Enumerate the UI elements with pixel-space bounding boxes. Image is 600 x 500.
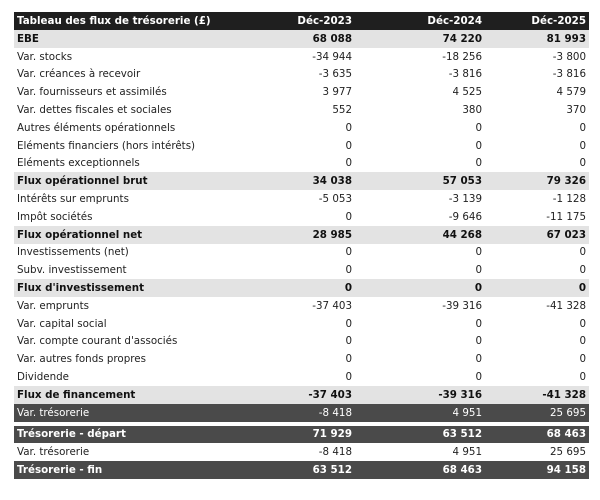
row-value: -3 816 — [355, 66, 485, 84]
row-label: Flux opérationnel net — [14, 226, 261, 244]
table-row — [14, 30, 589, 48]
table-row — [14, 66, 589, 84]
row-label: Var. capital social — [14, 315, 261, 333]
row-value: 94 158 — [485, 461, 589, 479]
table-row — [14, 48, 589, 66]
row-value: 4 525 — [355, 83, 485, 101]
row-value: 0 — [355, 333, 485, 351]
row-value: 25 695 — [485, 443, 589, 461]
row-value: -18 256 — [355, 48, 485, 66]
row-label: Var. emprunts — [14, 297, 261, 315]
row-value: -3 139 — [355, 190, 485, 208]
row-label: Flux d'investissement — [14, 279, 261, 297]
table-row — [14, 208, 589, 226]
row-value: 0 — [355, 155, 485, 173]
table-row — [14, 83, 589, 101]
table-row — [14, 279, 589, 297]
row-value: 28 985 — [261, 226, 355, 244]
row-value: 0 — [355, 315, 485, 333]
row-value: 0 — [261, 333, 355, 351]
row-value: 0 — [355, 350, 485, 368]
row-value: 380 — [355, 101, 485, 119]
row-value: 0 — [261, 137, 355, 155]
row-value: -1 128 — [485, 190, 589, 208]
table-row — [14, 226, 589, 244]
row-value: 0 — [485, 137, 589, 155]
row-label: Var. dettes fiscales et sociales — [14, 101, 261, 119]
row-value: 0 — [261, 279, 355, 297]
cash-flow-table-container — [14, 12, 589, 479]
column-header-2023: Déc-2023 — [261, 12, 355, 30]
table-row — [14, 297, 589, 315]
row-value: -9 646 — [355, 208, 485, 226]
row-value: 68 463 — [355, 461, 485, 479]
row-value: 63 512 — [355, 426, 485, 444]
table-row — [14, 190, 589, 208]
table-row — [14, 101, 589, 119]
row-value: 0 — [485, 244, 589, 262]
table-row — [14, 368, 589, 386]
row-value: -39 316 — [355, 297, 485, 315]
row-value: 74 220 — [355, 30, 485, 48]
table-row — [14, 172, 589, 190]
cash-flow-table — [14, 12, 589, 479]
row-value: -37 403 — [261, 386, 355, 404]
row-label: Flux de financement — [14, 386, 261, 404]
row-value: 0 — [261, 315, 355, 333]
table-row — [14, 119, 589, 137]
table-row — [14, 137, 589, 155]
row-value: 34 038 — [261, 172, 355, 190]
row-value: 0 — [261, 350, 355, 368]
row-value: 67 023 — [485, 226, 589, 244]
row-value: 0 — [261, 244, 355, 262]
row-value: 0 — [485, 155, 589, 173]
row-value: 0 — [485, 333, 589, 351]
row-label: Impôt sociétés — [14, 208, 261, 226]
row-value: 44 268 — [355, 226, 485, 244]
row-value: 0 — [261, 119, 355, 137]
row-label: Trésorerie - fin — [14, 461, 261, 479]
row-value: 0 — [355, 119, 485, 137]
row-value: 0 — [485, 350, 589, 368]
row-value: -37 403 — [261, 297, 355, 315]
row-value: -8 418 — [261, 443, 355, 461]
row-value: -3 816 — [485, 66, 589, 84]
row-label: Eléments exceptionnels — [14, 155, 261, 173]
table-row — [14, 461, 589, 479]
row-value: 0 — [261, 155, 355, 173]
row-value: -3 635 — [261, 66, 355, 84]
row-value: 0 — [355, 279, 485, 297]
row-value: 3 977 — [261, 83, 355, 101]
row-label: Investissements (net) — [14, 244, 261, 262]
table-row — [14, 350, 589, 368]
row-label: Flux opérationnel brut — [14, 172, 261, 190]
row-label: Trésorerie - départ — [14, 426, 261, 444]
table-row — [14, 261, 589, 279]
row-value: -8 418 — [261, 404, 355, 422]
row-value: 25 695 — [485, 404, 589, 422]
row-label: Var. fournisseurs et assimilés — [14, 83, 261, 101]
table-row — [14, 404, 589, 422]
row-value: 370 — [485, 101, 589, 119]
row-value: 0 — [355, 368, 485, 386]
row-value: 4 951 — [355, 443, 485, 461]
row-value: 4 951 — [355, 404, 485, 422]
row-value: -11 175 — [485, 208, 589, 226]
row-value: 0 — [261, 208, 355, 226]
row-value: -39 316 — [355, 386, 485, 404]
row-value: 63 512 — [261, 461, 355, 479]
row-value: 0 — [261, 368, 355, 386]
row-label: Var. stocks — [14, 48, 261, 66]
row-label: EBE — [14, 30, 261, 48]
row-label: Eléments financiers (hors intérêts) — [14, 137, 261, 155]
row-label: Intérêts sur emprunts — [14, 190, 261, 208]
row-value: 0 — [355, 261, 485, 279]
row-label: Var. trésorerie — [14, 443, 261, 461]
row-value: 71 929 — [261, 426, 355, 444]
table-row — [14, 244, 589, 262]
table-row — [14, 333, 589, 351]
table-row — [14, 443, 589, 461]
table-row — [14, 386, 589, 404]
row-value: 0 — [355, 137, 485, 155]
table-row — [14, 155, 589, 173]
row-value: 79 326 — [485, 172, 589, 190]
row-value: 0 — [485, 119, 589, 137]
row-value: -5 053 — [261, 190, 355, 208]
column-header-2025: Déc-2025 — [485, 12, 589, 30]
row-value: 0 — [355, 244, 485, 262]
row-label: Var. créances à recevoir — [14, 66, 261, 84]
row-value: 0 — [485, 279, 589, 297]
row-value: 552 — [261, 101, 355, 119]
row-value: -41 328 — [485, 297, 589, 315]
row-value: 68 088 — [261, 30, 355, 48]
row-value: 0 — [485, 368, 589, 386]
row-label: Var. compte courant d'associés — [14, 333, 261, 351]
row-label: Dividende — [14, 368, 261, 386]
row-value: 0 — [485, 261, 589, 279]
row-value: -41 328 — [485, 386, 589, 404]
column-header-2024: Déc-2024 — [355, 12, 485, 30]
row-value: -3 800 — [485, 48, 589, 66]
table-title: Tableau des flux de trésorerie (£) — [14, 12, 261, 30]
row-value: 57 053 — [355, 172, 485, 190]
table-row — [14, 315, 589, 333]
row-value: 68 463 — [485, 426, 589, 444]
row-value: 81 993 — [485, 30, 589, 48]
row-value: 0 — [485, 315, 589, 333]
row-label: Var. trésorerie — [14, 404, 261, 422]
row-label: Var. autres fonds propres — [14, 350, 261, 368]
table-body — [14, 30, 589, 479]
table-header-row — [14, 12, 589, 30]
row-value: 0 — [261, 261, 355, 279]
row-label: Autres éléments opérationnels — [14, 119, 261, 137]
row-value: 4 579 — [485, 83, 589, 101]
row-value: -34 944 — [261, 48, 355, 66]
table-row — [14, 426, 589, 444]
row-label: Subv. investissement — [14, 261, 261, 279]
